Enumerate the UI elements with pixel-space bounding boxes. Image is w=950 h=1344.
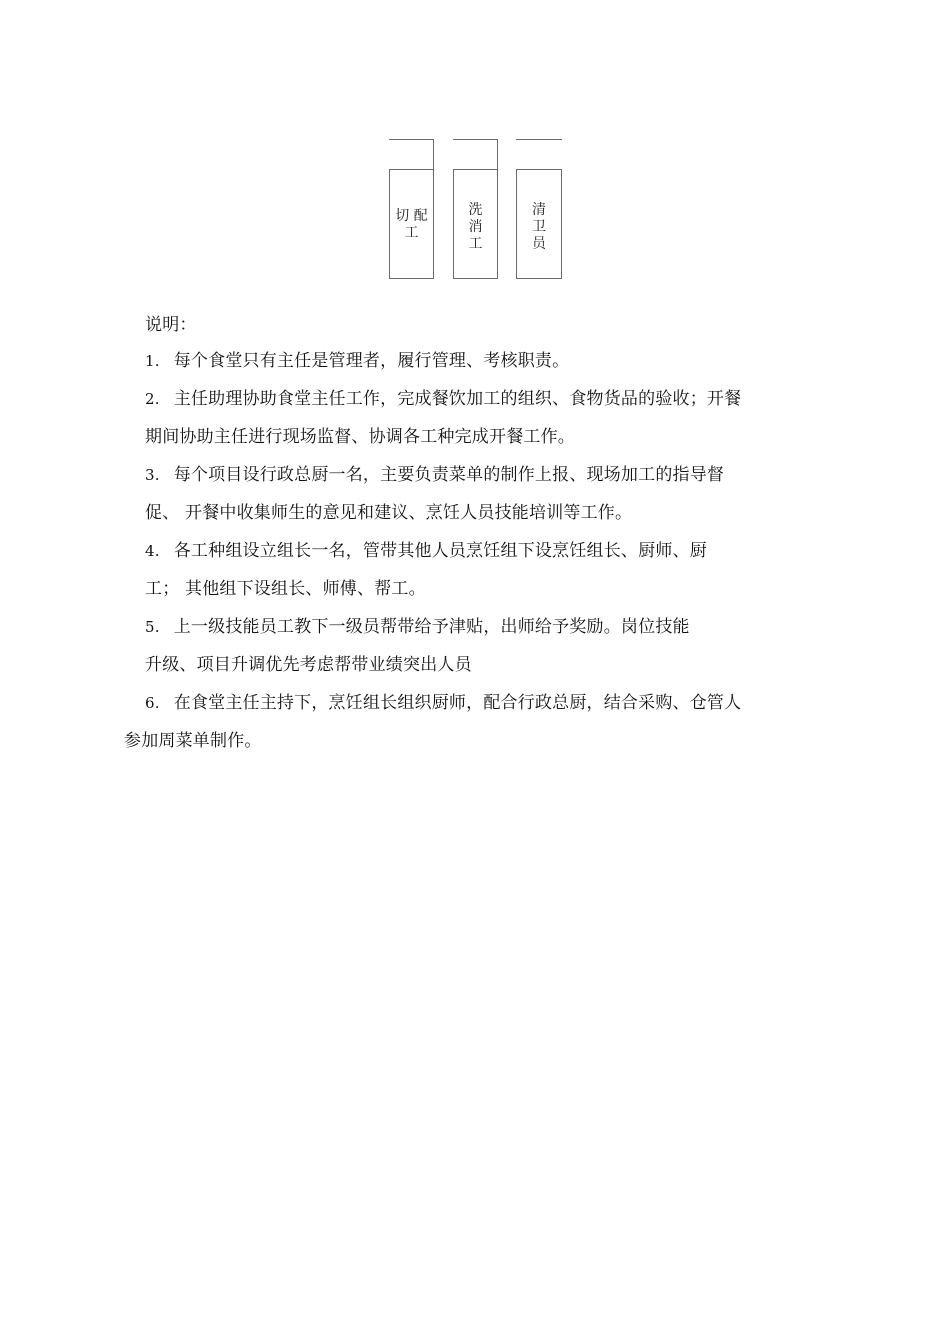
note-text: 上一级技能员工教下一级员帮带给予津贴，出师给予奖励。岗位技能 <box>173 617 690 637</box>
note-text: 每个项目设行政总厨一名，主要负责菜单的制作上报、现场加工的指导督 <box>173 465 725 485</box>
note-number: 5. <box>145 618 160 636</box>
role-box-label: 切 配 <box>395 208 428 224</box>
role-box-label: 卫 <box>532 219 546 235</box>
note-continuation: 升级、项目升调优先考虑帮带业绩突出人员 <box>145 655 472 675</box>
role-box-label: 工 <box>468 236 483 252</box>
note-item-6 <box>145 692 741 714</box>
connector-top-1 <box>389 139 434 140</box>
note-continuation: 参加周菜单制作。 <box>124 731 262 751</box>
note-item-2 <box>145 388 741 410</box>
note-text: 各工种组设立组长一名，管带其他人员烹饪组下设烹饪组长、厨师、厨 <box>173 541 707 561</box>
role-box-label: 消 <box>468 219 483 235</box>
connector-drop-1 <box>433 139 434 169</box>
role-box-label: 工 <box>404 225 419 241</box>
connector-drop-2 <box>497 139 498 169</box>
role-box-label: 洗 <box>468 202 483 218</box>
note-number: 4. <box>145 542 160 560</box>
role-box-label: 清 <box>532 202 546 218</box>
note-text: 每个食堂只有主任是管理者，履行管理、考核职责。 <box>173 351 570 371</box>
note-continuation: 促、 开餐中收集师生的意见和建议、烹饪人员技能培训等工作。 <box>145 503 633 523</box>
role-box-washing <box>453 169 498 279</box>
role-box-cutting <box>389 169 434 279</box>
note-number: 3. <box>145 466 160 484</box>
note-number: 2. <box>145 390 160 408</box>
connector-top-2 <box>453 139 498 140</box>
note-number: 6. <box>145 694 160 712</box>
notes-heading: 说明： <box>145 315 197 335</box>
role-box-label: 员 <box>532 236 546 252</box>
note-item-4 <box>145 540 707 562</box>
org-chart <box>0 0 950 300</box>
note-item-3 <box>145 464 724 486</box>
note-item-5 <box>145 616 690 638</box>
note-number: 1. <box>145 352 160 370</box>
role-box-cleaning <box>516 169 562 279</box>
connector-top-3 <box>516 139 562 140</box>
note-text: 在食堂主任主持下，烹饪组长组织厨师，配合行政总厨，结合采购、仓管人 <box>173 693 742 713</box>
note-continuation: 期间协助主任进行现场监督、协调各工种完成开餐工作。 <box>145 427 575 447</box>
note-continuation: 工； 其他组下设组长、师傅、帮工。 <box>145 579 426 599</box>
note-item-1 <box>145 350 569 372</box>
note-text: 主任助理协助食堂主任工作，完成餐饮加工的组织、食物货品的验收；开餐 <box>173 389 742 409</box>
